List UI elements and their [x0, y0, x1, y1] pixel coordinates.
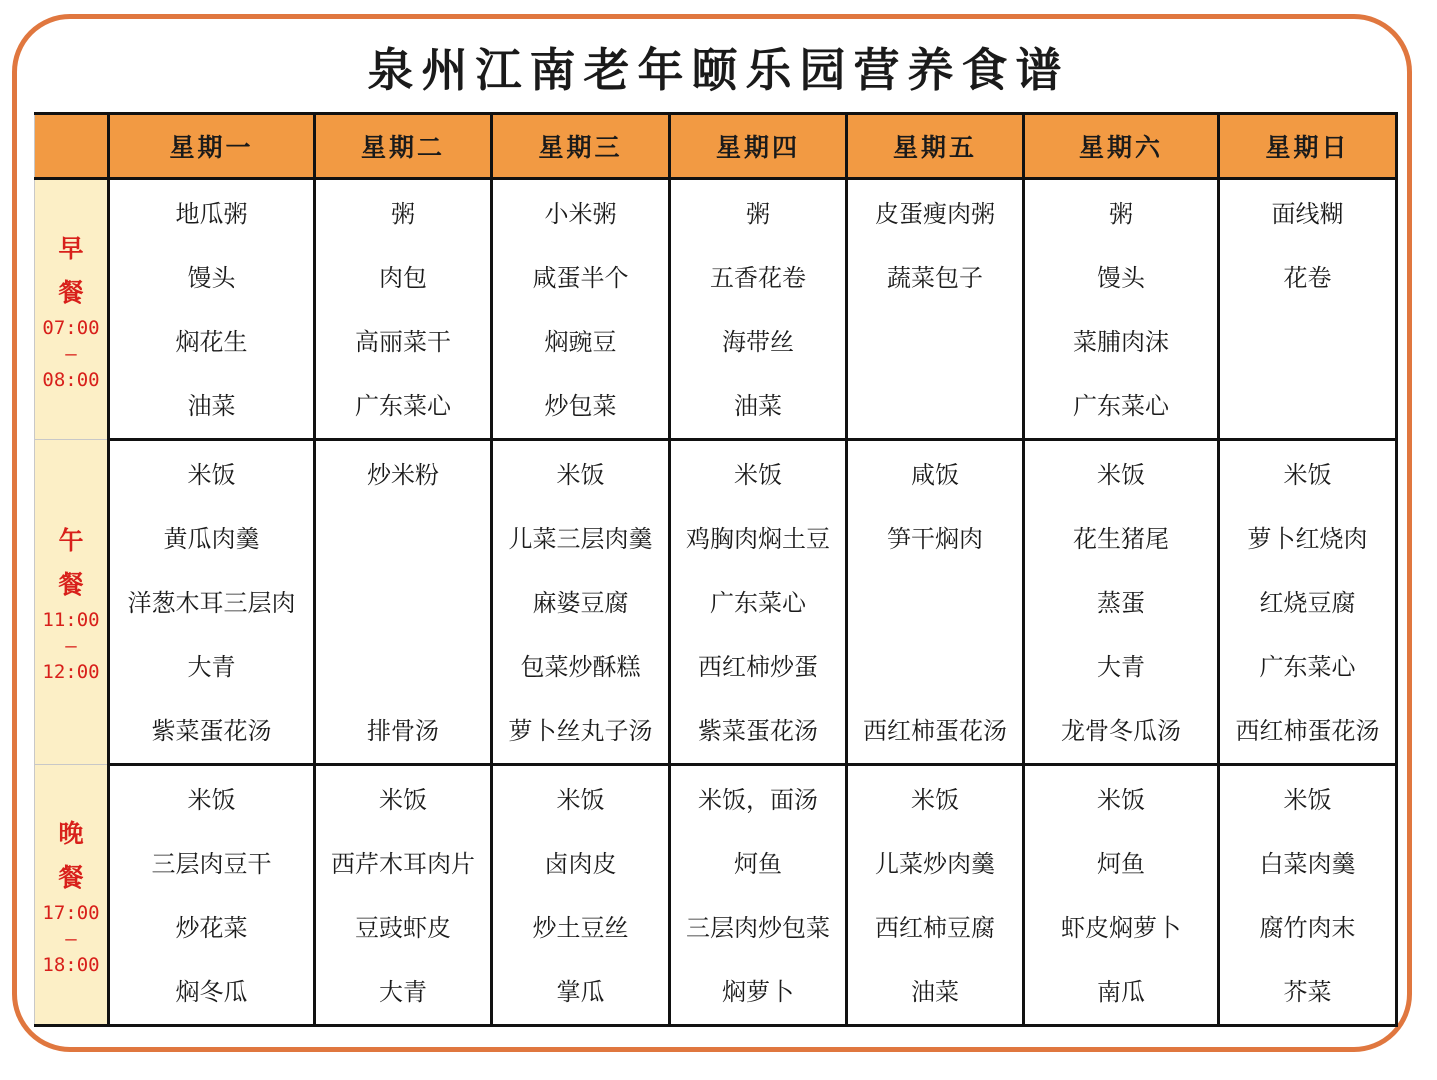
dish-item: 大青: [187, 653, 236, 681]
meal-time-dash: –: [65, 342, 77, 365]
lunch-mon-cell: [109, 440, 315, 765]
dish-item: 炒包菜: [544, 392, 617, 420]
dish-item: 米饭: [1097, 461, 1145, 489]
dinner-mon-cell: [109, 765, 315, 1026]
day-header-sun: 星期日: [1219, 114, 1397, 179]
dish-item: 西红柿炒蛋: [698, 653, 818, 681]
dish-item: 豆豉虾皮: [355, 914, 451, 942]
lunch-thu-cell: [670, 440, 847, 765]
meal-time-dash: –: [65, 635, 77, 657]
meal-name-char: 餐: [58, 570, 84, 599]
dish-item: 米饭，面汤: [698, 786, 818, 814]
header-row: [35, 114, 1397, 179]
breakfast-tue-cell: [315, 179, 492, 440]
dish-item: 海带丝: [722, 328, 794, 356]
dish-item: [848, 374, 1022, 438]
dish-item: 米饭: [556, 461, 605, 489]
dish-item: 腐竹肉末: [1259, 914, 1356, 942]
meal-time-end: 12:00: [42, 661, 100, 683]
dish-item: 米饭: [911, 786, 959, 814]
dish-item: 龙骨冬瓜汤: [1061, 717, 1181, 745]
dish-item: 广东菜心: [1073, 392, 1169, 420]
dish-item: 广东菜心: [710, 589, 806, 617]
dish-item: [1220, 310, 1395, 374]
dish-item: 鸡胸肉焖土豆: [686, 525, 830, 553]
dish-item: 米饭: [187, 461, 236, 489]
dinner-thu-cell: [670, 765, 847, 1026]
dish-item: 五香花卷: [710, 264, 806, 292]
dish-item: 米饭: [734, 461, 782, 489]
meal-time-start: 17:00: [42, 901, 100, 924]
breakfast-sat-cell: [1024, 179, 1219, 440]
dish-item: 焖豌豆: [544, 328, 617, 356]
dish-item: 麻婆豆腐: [532, 589, 629, 617]
dish-item: 萝卜丝丸子汤: [508, 717, 653, 745]
dish-item: 三层肉豆干: [151, 850, 272, 878]
header-corner: [35, 114, 109, 179]
dinner-fri-cell: [847, 765, 1024, 1026]
breakfast-row: [35, 179, 1397, 440]
dish-item: 西红柿豆腐: [875, 914, 995, 942]
meal-name-char: 晚: [58, 818, 84, 848]
dish-item: 炣鱼: [734, 850, 782, 878]
meal-name-char: 餐: [58, 862, 84, 892]
dish-item: 面线糊: [1271, 200, 1344, 228]
dish-item: 笋干焖肉: [887, 525, 983, 553]
dish-item: 蒸蛋: [1097, 589, 1145, 617]
lunch-tue-cell: [315, 440, 492, 765]
breakfast-mon-cell: [109, 179, 315, 440]
dish-item: 米饭: [1283, 461, 1332, 489]
dinner-sun-cell: [1219, 765, 1397, 1026]
dish-item: [316, 571, 490, 635]
dish-item: 米饭: [556, 786, 605, 814]
dish-item: 蔬菜包子: [887, 264, 983, 292]
dinner-tue-cell: [315, 765, 492, 1026]
dinner-sat-cell: [1024, 765, 1219, 1026]
dish-item: 南瓜: [1097, 978, 1145, 1006]
day-header-thu: 星期四: [670, 114, 847, 179]
page-title: 泉州江南老年颐乐园营养食谱: [367, 43, 1070, 97]
dish-item: [1220, 374, 1395, 438]
dish-item: 粥: [746, 200, 770, 228]
dish-item: 焖冬瓜: [175, 978, 248, 1006]
dish-item: 焖花生: [175, 328, 248, 356]
dish-item: [848, 635, 1022, 699]
dish-item: 馒头: [1097, 264, 1145, 292]
dish-item: [316, 507, 490, 571]
dish-item: 儿菜炒肉羹: [875, 850, 995, 878]
dish-item: 紫菜蛋花汤: [151, 717, 272, 745]
breakfast-fri-cell: [847, 179, 1024, 440]
meal-name-char: 早: [58, 233, 84, 263]
dish-item: 卤肉皮: [544, 850, 617, 878]
dish-item: 油菜: [734, 392, 782, 420]
dish-item: [316, 635, 490, 699]
dish-item: 炣鱼: [1097, 850, 1145, 878]
dish-item: 焖萝卜: [722, 978, 794, 1006]
lunch-sat-cell: [1024, 440, 1219, 765]
dish-item: 黄瓜肉羹: [163, 525, 260, 553]
dish-item: 米饭: [1283, 786, 1332, 814]
day-header-fri: 星期五: [847, 114, 1024, 179]
meal-time-end: 18:00: [42, 953, 100, 976]
dish-item: 萝卜红烧肉: [1247, 525, 1368, 553]
meal-name-char: 餐: [58, 277, 84, 307]
dish-item: 包菜炒酥糕: [520, 653, 641, 681]
dish-item: 西芹木耳肉片: [331, 850, 475, 878]
dish-item: 炒米粉: [367, 461, 439, 489]
dish-item: 炒花菜: [175, 914, 248, 942]
menu-table: [34, 112, 1398, 1027]
dish-item: 广东菜心: [1259, 653, 1356, 681]
dish-item: 芥菜: [1283, 978, 1332, 1006]
dish-item: 馒头: [187, 264, 236, 292]
lunch-fri-cell: [847, 440, 1024, 765]
dinner-row: [35, 765, 1397, 1026]
day-header-tue: 星期二: [315, 114, 492, 179]
meal-time-end: 08:00: [42, 368, 100, 391]
dish-item: 咸饭: [911, 461, 959, 489]
dish-item: 三层肉炒包菜: [686, 914, 830, 942]
dish-item: 小米粥: [544, 200, 617, 228]
dish-item: 儿菜三层肉羹: [508, 525, 653, 553]
lunch-sun-cell: [1219, 440, 1397, 765]
meal-name-char: 午: [58, 526, 84, 555]
meal-time-start: 11:00: [42, 609, 100, 631]
dish-item: 米饭: [187, 786, 236, 814]
dish-item: 紫菜蛋花汤: [698, 717, 818, 745]
dinner-wed-cell: [492, 765, 670, 1026]
dinner-label: [35, 765, 109, 1026]
dish-item: 红烧豆腐: [1259, 589, 1356, 617]
dish-item: 地瓜粥: [175, 200, 248, 228]
meal-time-start: 07:00: [42, 316, 100, 339]
dish-item: 花卷: [1283, 264, 1332, 292]
day-header-sat: 星期六: [1024, 114, 1219, 179]
dish-item: 掌瓜: [556, 978, 605, 1006]
lunch-wed-cell: [492, 440, 670, 765]
dish-item: [848, 571, 1022, 635]
meal-time-dash: –: [65, 927, 77, 950]
dish-item: 菜脯肉沫: [1073, 328, 1169, 356]
day-header-wed: 星期三: [492, 114, 670, 179]
dish-item: 油菜: [911, 978, 959, 1006]
dish-item: 洋葱木耳三层肉: [127, 589, 296, 617]
dish-item: 肉包: [379, 264, 427, 292]
breakfast-thu-cell: [670, 179, 847, 440]
dish-item: 米饭: [379, 786, 427, 814]
dish-item: 油菜: [187, 392, 236, 420]
dish-item: 白菜肉羹: [1259, 850, 1356, 878]
dish-item: 皮蛋瘦肉粥: [875, 200, 995, 228]
dish-item: 西红柿蛋花汤: [1235, 717, 1380, 745]
dish-item: 粥: [1109, 200, 1133, 228]
dish-item: 高丽菜干: [355, 328, 451, 356]
dish-item: 粥: [391, 200, 415, 228]
dish-item: 虾皮焖萝卜: [1061, 914, 1181, 942]
lunch-label: [35, 440, 109, 765]
dish-item: 西红柿蛋花汤: [863, 717, 1007, 745]
day-header-mon: 星期一: [109, 114, 315, 179]
dish-item: 广东菜心: [355, 392, 451, 420]
dish-item: [848, 310, 1022, 374]
dish-item: 米饭: [1097, 786, 1145, 814]
dish-item: 咸蛋半个: [532, 264, 629, 292]
breakfast-wed-cell: [492, 179, 670, 440]
dish-item: 排骨汤: [367, 717, 439, 745]
lunch-row: [35, 440, 1397, 765]
breakfast-sun-cell: [1219, 179, 1397, 440]
breakfast-label: [35, 179, 109, 440]
dish-item: 炒土豆丝: [532, 914, 629, 942]
dish-item: 花生猪尾: [1073, 525, 1169, 553]
dish-item: 大青: [379, 978, 427, 1006]
dish-item: 大青: [1097, 653, 1145, 681]
